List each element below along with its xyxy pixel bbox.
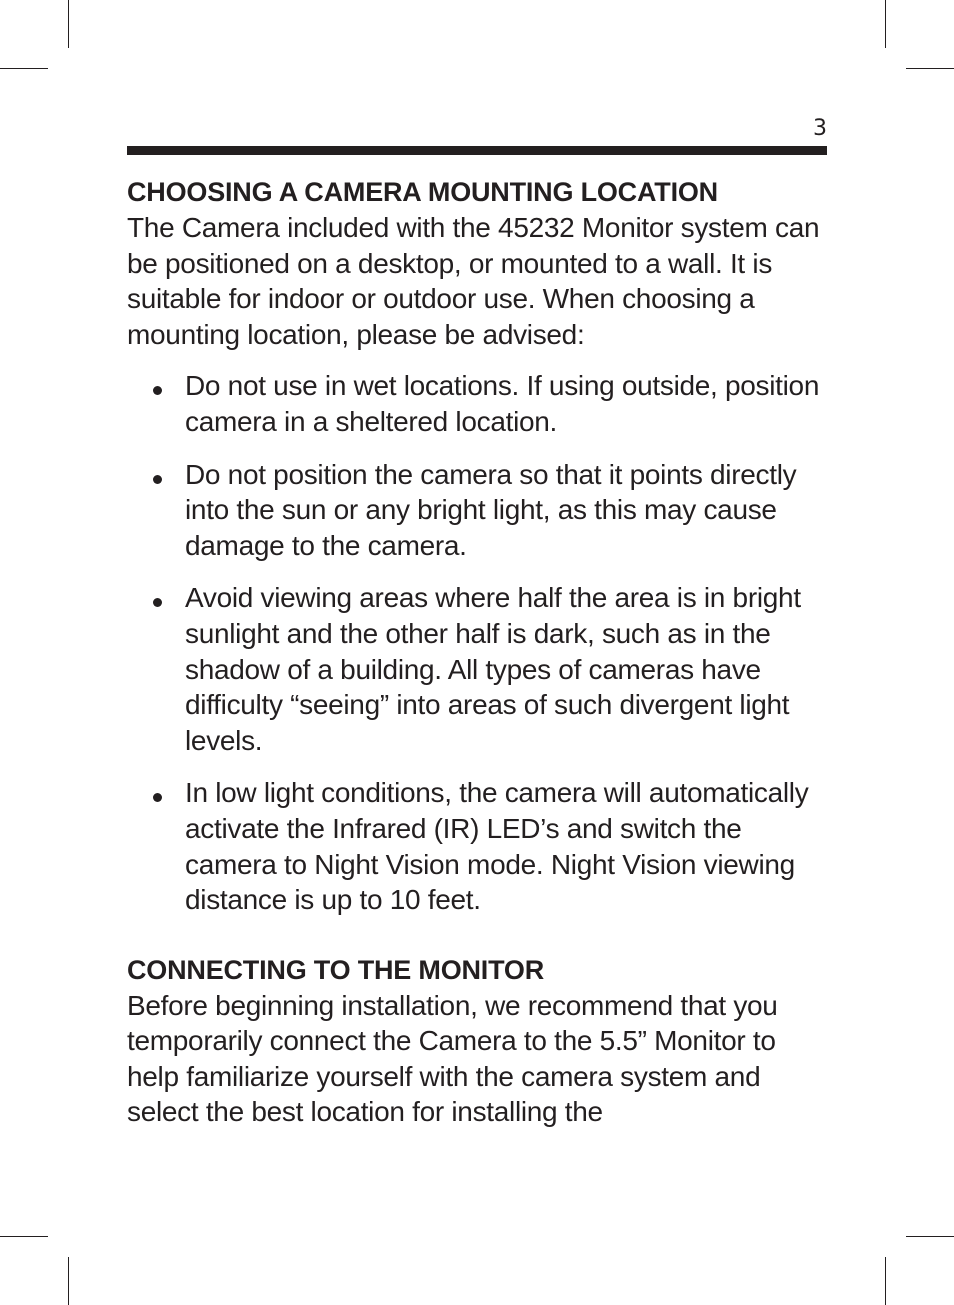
bullet-icon [153,475,162,484]
bullet-text: In low light conditions, the camera will automatically activate the Infrared (IR) LED’s and switch the camera to Night Vision mode. Night Vision viewing distance is up to 10 feet. [185,777,809,916]
crop-mark-top-right-vertical [885,0,886,48]
header-rule [127,146,827,155]
bullet-icon [153,793,162,802]
crop-mark-top-right-horizontal [906,68,954,69]
page-number: 3 [813,116,827,141]
bullet-icon [153,598,162,607]
crop-mark-bottom-left-vertical [68,1257,69,1305]
section-intro: The Camera included with the 45232 Monitor system can be positioned on a desktop, or mounted to a wall. It is suitable for indoor or outdoor use. When choosing a mounting location, please be advised: [127,212,820,350]
section-heading: CHOOSING A CAMERA MOUNTING LOCATION [127,177,718,207]
crop-mark-top-left-vertical [68,0,69,48]
list-item [127,775,827,917]
crop-mark-bottom-left-horizontal [0,1236,48,1237]
crop-mark-bottom-right-vertical [885,1257,886,1305]
bullet-text: Do not position the camera so that it points directly into the sun or any bright light, as this may cause damage to the camera. [185,458,797,561]
bullet-list [127,368,827,917]
bullet-icon [153,386,162,395]
page-content [127,174,827,1130]
crop-mark-top-left-horizontal [0,68,48,69]
bullet-text: Do not use in wet locations. If using outside, position camera in a sheltered location. [185,370,820,437]
crop-mark-bottom-right-horizontal [906,1236,954,1237]
list-item [127,580,827,758]
section-mounting-location [127,174,827,918]
bullet-text: Avoid viewing areas where half the area is in bright sunlight and the other half is dark, such as in the shadow of a building. All types of cameras have difficulty “seeing” into areas of such divergent light levels. [185,582,801,756]
list-item [127,368,827,439]
section-heading: CONNECTING TO THE MONITOR [127,954,545,985]
section-connecting-monitor [127,952,827,1130]
list-item [127,457,827,564]
section-intro: Before beginning installation, we recommend that you temporarily connect the Camera to the 5.5” Monitor to help familiarize yourself with the camera system and select the best location for installing the [127,989,778,1128]
